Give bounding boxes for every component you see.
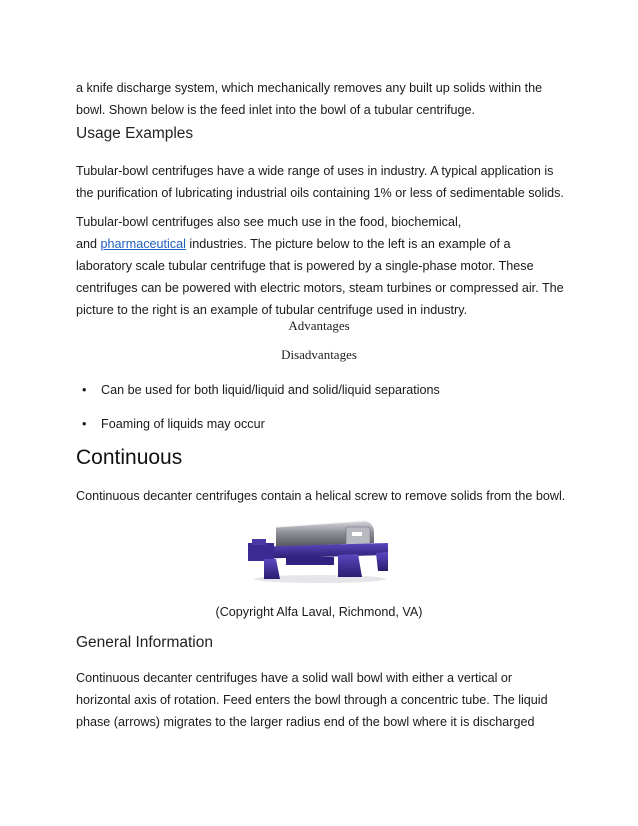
text-line: Continuous decanter centrifuges contain a helical screw to remove solids from the bowl. <box>76 489 566 503</box>
usage-examples-heading: Usage Examples <box>76 125 194 142</box>
text-line: horizontal axis of rotation. Feed enters the bowl through a concentric tube. The liquid <box>76 693 548 707</box>
usage-paragraph-1 <box>76 160 576 204</box>
text-fragment: and <box>76 237 101 251</box>
text-line: phase (arrows) migrates to the larger radius end of the bowl where it is discharged <box>76 715 535 729</box>
text-line: centrifuges can be powered with electric motors, steam turbines or compressed air. The <box>76 281 564 295</box>
text-line: Tubular-bowl centrifuges have a wide range of uses in industry. A typical application is <box>76 164 554 178</box>
general-paragraph <box>76 667 576 733</box>
text-line: Continuous decanter centrifuges have a solid wall bowl with either a vertical or <box>76 671 513 685</box>
list-item-text: Can be used for both liquid/liquid and solid/liquid separations <box>101 383 440 397</box>
text-line: bowl. Shown below is the feed inlet into the bowl of a tubular centrifuge. <box>76 103 476 117</box>
text-line <box>76 233 576 255</box>
continuous-intro <box>76 485 576 507</box>
usage-paragraph-2 <box>76 211 576 321</box>
text-line: the purification of lubricating industrial oils containing 1% or less of sedimentable solids. <box>76 186 564 200</box>
list-item <box>82 383 440 397</box>
text-fragment: industries. The picture below to the left is an example of a <box>185 237 511 251</box>
text-line: a knife discharge system, which mechanically removes any built up solids within the <box>76 81 543 95</box>
text-line: picture to the right is an example of tubular centrifuge used in industry. <box>76 303 468 317</box>
text-line: Tubular-bowl centrifuges also see much use in the food, biochemical, <box>76 215 462 229</box>
pharmaceutical-link[interactable]: pharmaceutical <box>100 237 186 251</box>
list-item <box>82 417 265 431</box>
figure-caption: (Copyright Alfa Laval, Richmond, VA) <box>215 605 423 619</box>
list-item-text: Foaming of liquids may occur <box>101 417 265 431</box>
decanter-centrifuge-image <box>246 513 392 585</box>
bullet-icon: • <box>82 417 87 431</box>
disadvantages-heading: Disadvantages <box>281 347 357 362</box>
continuous-heading: Continuous <box>76 446 183 469</box>
text-line: laboratory scale tubular centrifuge that is powered by a single-phase motor. These <box>76 259 534 273</box>
bullet-icon: • <box>82 383 87 397</box>
general-information-heading: General Information <box>76 634 213 651</box>
intro-paragraph <box>76 77 576 121</box>
advantages-heading: Advantages <box>288 318 350 333</box>
